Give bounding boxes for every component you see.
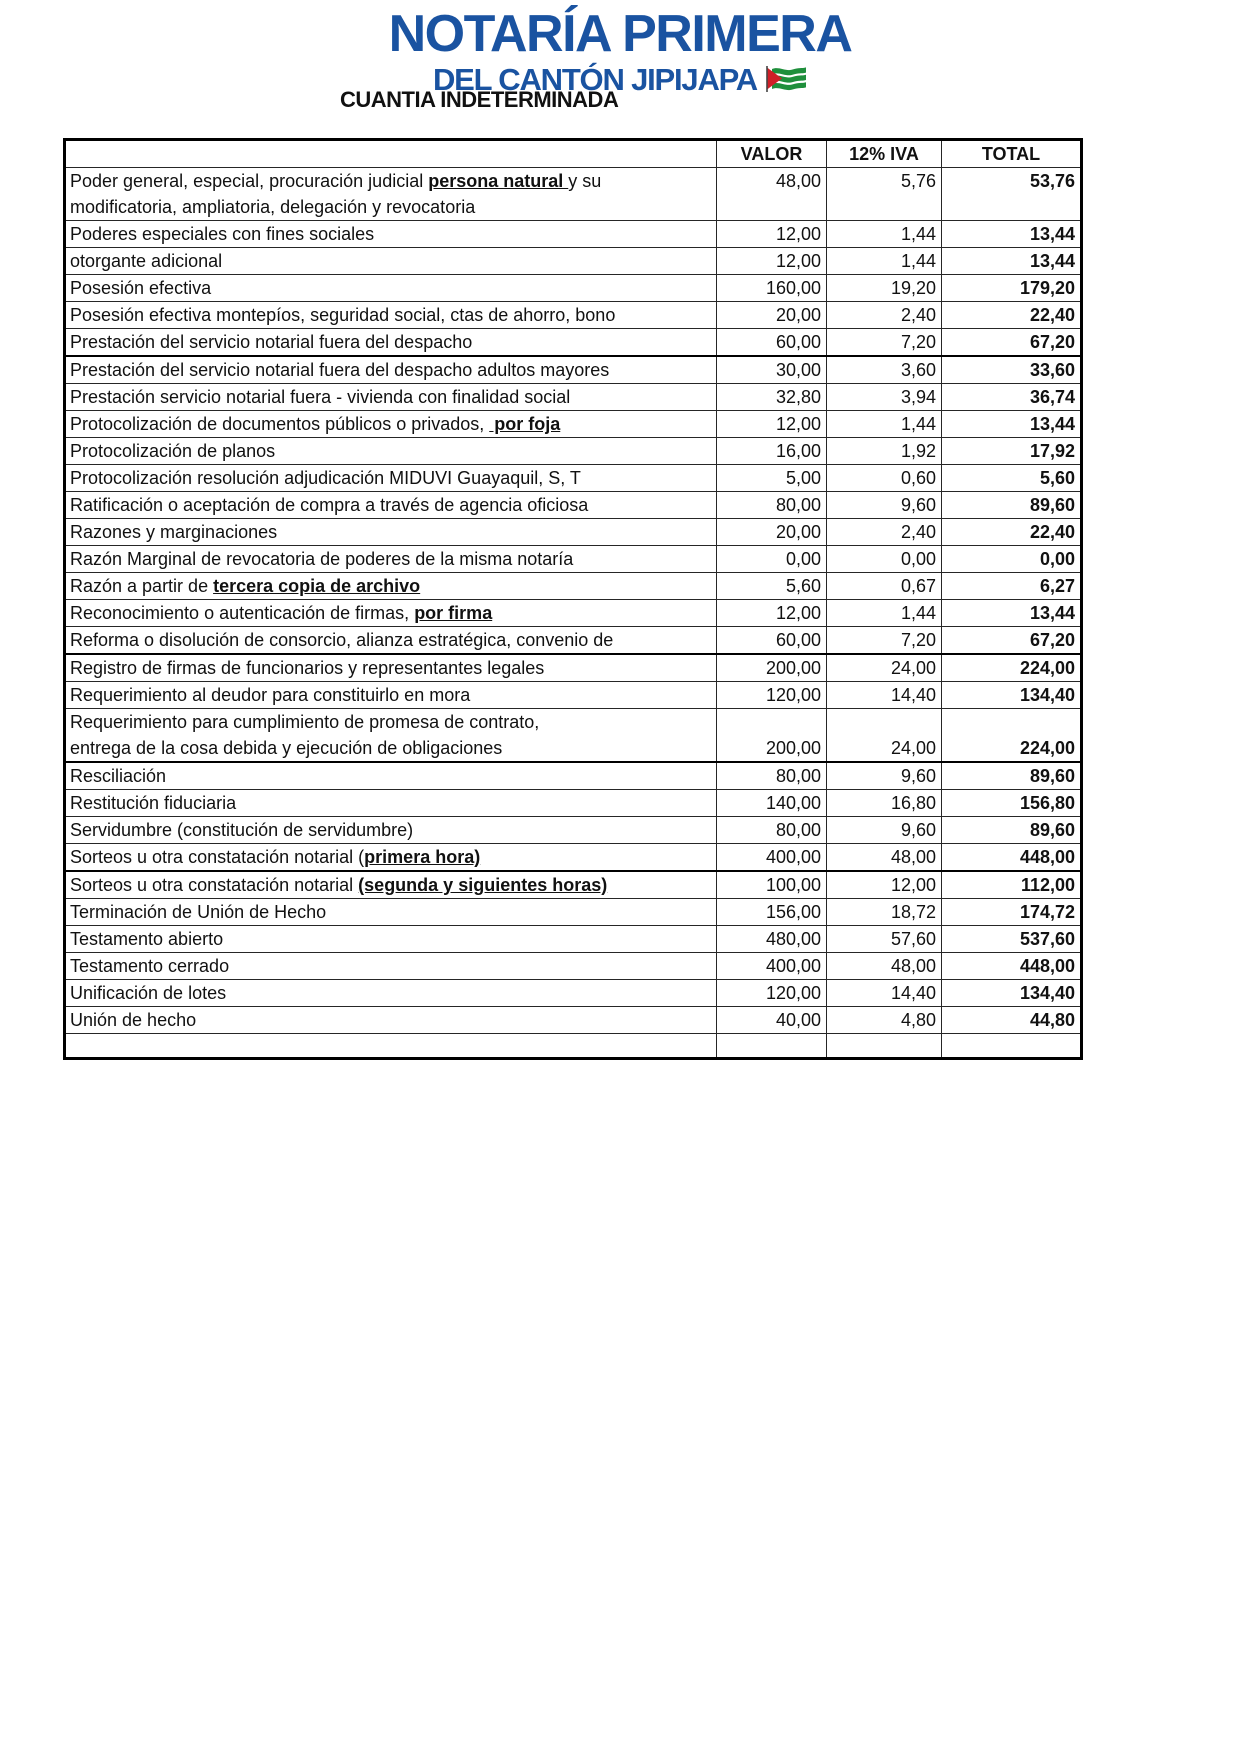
fee-row [65, 682, 1082, 709]
fee-description [65, 1034, 717, 1059]
fee-description: Prestación servicio notarial fuera - vivienda con finalidad social [65, 384, 717, 411]
letterhead [10, 6, 1230, 98]
fee-valor: 480,00 [717, 926, 827, 953]
fee-iva: 1,92 [827, 438, 942, 465]
fee-row [65, 546, 1082, 573]
fee-row [65, 438, 1082, 465]
fee-total: 179,20 [942, 275, 1082, 302]
fee-iva: 14,40 [827, 682, 942, 709]
fee-total: 13,44 [942, 221, 1082, 248]
fee-description: Reforma o disolución de consorcio, alianza estratégica, convenio de [65, 627, 717, 655]
fee-valor: 40,00 [717, 1007, 827, 1034]
fee-row [65, 844, 1082, 872]
fee-total: 134,40 [942, 980, 1082, 1007]
jipijapa-flag-icon [765, 66, 807, 94]
canton-title: DEL CANTÓN JIPIJAPA [433, 62, 757, 97]
fee-description: Restitución fiduciaria [65, 790, 717, 817]
fee-valor: 160,00 [717, 275, 827, 302]
fee-total: 134,40 [942, 682, 1082, 709]
fee-valor: 12,00 [717, 600, 827, 627]
fee-row [65, 384, 1082, 411]
fee-row [65, 600, 1082, 627]
fee-description: Razón Marginal de revocatoria de poderes de la misma notaría [65, 546, 717, 573]
fee-valor: 12,00 [717, 411, 827, 438]
fee-valor: 16,00 [717, 438, 827, 465]
fee-total: 22,40 [942, 519, 1082, 546]
header-cell-valor: VALOR [717, 140, 827, 168]
fee-description: Razón a partir de tercera copia de archivo [65, 573, 717, 600]
fee-total: 174,72 [942, 899, 1082, 926]
fee-iva: 5,76 [827, 168, 942, 221]
fee-description: Testamento abierto [65, 926, 717, 953]
fee-valor: 0,00 [717, 546, 827, 573]
fee-total: 6,27 [942, 573, 1082, 600]
fee-description: Protocolización de planos [65, 438, 717, 465]
fee-row [65, 817, 1082, 844]
fee-total: 224,00 [942, 709, 1082, 763]
fee-iva: 3,94 [827, 384, 942, 411]
fee-total: 537,60 [942, 926, 1082, 953]
fee-total: 224,00 [942, 654, 1082, 682]
fee-description: Servidumbre (constitución de servidumbre) [65, 817, 717, 844]
fee-total: 22,40 [942, 302, 1082, 329]
fee-row [65, 275, 1082, 302]
fee-row [65, 1007, 1082, 1034]
fee-iva: 1,44 [827, 221, 942, 248]
fee-description: Testamento cerrado [65, 953, 717, 980]
fee-description: Prestación del servicio notarial fuera del despacho [65, 329, 717, 357]
fee-total: 0,00 [942, 546, 1082, 573]
fee-total [942, 1034, 1082, 1059]
fee-iva: 1,44 [827, 411, 942, 438]
fee-iva: 1,44 [827, 600, 942, 627]
fee-description: Reconocimiento o autenticación de firmas, por firma [65, 600, 717, 627]
canton-title-row [10, 62, 1230, 98]
fee-description: Registro de firmas de funcionarios y representantes legales [65, 654, 717, 682]
fee-total: 89,60 [942, 492, 1082, 519]
fee-valor: 12,00 [717, 248, 827, 275]
fee-iva: 16,80 [827, 790, 942, 817]
fee-valor: 400,00 [717, 953, 827, 980]
fee-description: Poderes especiales con fines sociales [65, 221, 717, 248]
fee-valor: 60,00 [717, 627, 827, 655]
fee-total: 89,60 [942, 817, 1082, 844]
fee-description: Sorteos u otra constatación notarial (segunda y siguientes horas) [65, 871, 717, 899]
fee-table [63, 138, 1083, 1060]
fee-valor: 200,00 [717, 654, 827, 682]
fee-total: 67,20 [942, 627, 1082, 655]
fee-iva: 18,72 [827, 899, 942, 926]
fee-iva: 19,20 [827, 275, 942, 302]
fee-iva: 9,60 [827, 762, 942, 790]
fee-row [65, 926, 1082, 953]
fee-row [65, 221, 1082, 248]
fee-iva: 48,00 [827, 844, 942, 872]
fee-iva: 9,60 [827, 492, 942, 519]
fee-iva: 24,00 [827, 654, 942, 682]
fee-total: 13,44 [942, 600, 1082, 627]
fee-row [65, 302, 1082, 329]
fee-description: Posesión efectiva montepíos, seguridad social, ctas de ahorro, bono [65, 302, 717, 329]
fee-total: 13,44 [942, 411, 1082, 438]
fee-valor: 120,00 [717, 980, 827, 1007]
fee-total: 89,60 [942, 762, 1082, 790]
fee-iva: 4,80 [827, 1007, 942, 1034]
fee-row [65, 627, 1082, 655]
fee-iva: 14,40 [827, 980, 942, 1007]
fee-iva: 9,60 [827, 817, 942, 844]
fee-valor: 140,00 [717, 790, 827, 817]
fee-description: Protocolización de documentos públicos o privados, por foja [65, 411, 717, 438]
fee-row [65, 168, 1082, 221]
fee-iva [827, 1034, 942, 1059]
fee-valor: 12,00 [717, 221, 827, 248]
fee-iva: 24,00 [827, 709, 942, 763]
fee-row [65, 329, 1082, 357]
fee-iva: 57,60 [827, 926, 942, 953]
fee-total: 448,00 [942, 844, 1082, 872]
fee-valor: 120,00 [717, 682, 827, 709]
fee-row [65, 790, 1082, 817]
fee-row [65, 762, 1082, 790]
fee-total: 53,76 [942, 168, 1082, 221]
fee-iva: 12,00 [827, 871, 942, 899]
fee-row [65, 356, 1082, 384]
fee-total: 36,74 [942, 384, 1082, 411]
fee-total: 44,80 [942, 1007, 1082, 1034]
fee-valor [717, 1034, 827, 1059]
fee-description: Requerimiento para cumplimiento de promesa de contrato, entrega de la cosa debida y ejecución de obligaciones [65, 709, 717, 763]
fee-row [65, 654, 1082, 682]
fee-total: 13,44 [942, 248, 1082, 275]
fee-total: 448,00 [942, 953, 1082, 980]
fee-table-header-row [65, 140, 1082, 168]
fee-total: 67,20 [942, 329, 1082, 357]
fee-valor: 32,80 [717, 384, 827, 411]
fee-description: Prestación del servicio notarial fuera del despacho adultos mayores [65, 356, 717, 384]
fee-row [65, 899, 1082, 926]
fee-row [65, 411, 1082, 438]
notaria-title: NOTARÍA PRIMERA [388, 5, 852, 63]
fee-iva: 7,20 [827, 627, 942, 655]
fee-valor: 400,00 [717, 844, 827, 872]
fee-row [65, 871, 1082, 899]
fee-description: otorgante adicional [65, 248, 717, 275]
fee-iva: 2,40 [827, 302, 942, 329]
fee-description: Resciliación [65, 762, 717, 790]
fee-iva: 7,20 [827, 329, 942, 357]
fee-total: 33,60 [942, 356, 1082, 384]
fee-description: Unificación de lotes [65, 980, 717, 1007]
header-cell-blank [65, 140, 717, 168]
fee-table-body [65, 168, 1082, 1059]
fee-row [65, 953, 1082, 980]
header-cell-iva: 12% IVA [827, 140, 942, 168]
fee-total: 156,80 [942, 790, 1082, 817]
fee-valor: 156,00 [717, 899, 827, 926]
fee-valor: 20,00 [717, 519, 827, 546]
fee-valor: 80,00 [717, 492, 827, 519]
fee-description: Razones y marginaciones [65, 519, 717, 546]
fee-valor: 60,00 [717, 329, 827, 357]
fee-row [65, 980, 1082, 1007]
fee-valor: 80,00 [717, 817, 827, 844]
fee-iva: 1,44 [827, 248, 942, 275]
header-cell-total: TOTAL [942, 140, 1082, 168]
empty-row [65, 1034, 1082, 1059]
fee-iva: 3,60 [827, 356, 942, 384]
fee-row [65, 519, 1082, 546]
fee-iva: 2,40 [827, 519, 942, 546]
fee-iva: 0,67 [827, 573, 942, 600]
fee-valor: 48,00 [717, 168, 827, 221]
fee-total: 5,60 [942, 465, 1082, 492]
fee-valor: 5,60 [717, 573, 827, 600]
page-subtitle: CUANTIA INDETERMINADA [340, 87, 619, 112]
fee-row [65, 492, 1082, 519]
fee-description: Posesión efectiva [65, 275, 717, 302]
fee-description: Protocolización resolución adjudicación MIDUVI Guayaquil, S, T [65, 465, 717, 492]
fee-valor: 30,00 [717, 356, 827, 384]
fee-description: Unión de hecho [65, 1007, 717, 1034]
fee-description: Poder general, especial, procuración judicial persona natural y su modificatoria, ampliatoria, delegación y revocatoria [65, 168, 717, 221]
fee-row [65, 573, 1082, 600]
fee-total: 17,92 [942, 438, 1082, 465]
fee-description: Requerimiento al deudor para constituirlo en mora [65, 682, 717, 709]
fee-row [65, 709, 1082, 763]
fee-row [65, 465, 1082, 492]
fee-valor: 20,00 [717, 302, 827, 329]
fee-iva: 0,60 [827, 465, 942, 492]
fee-description: Ratificación o aceptación de compra a través de agencia oficiosa [65, 492, 717, 519]
fee-total: 112,00 [942, 871, 1082, 899]
fee-valor: 100,00 [717, 871, 827, 899]
fee-valor: 5,00 [717, 465, 827, 492]
fee-description: Terminación de Unión de Hecho [65, 899, 717, 926]
fee-valor: 80,00 [717, 762, 827, 790]
fee-iva: 0,00 [827, 546, 942, 573]
fee-valor: 200,00 [717, 709, 827, 763]
fee-description: Sorteos u otra constatación notarial (primera hora) [65, 844, 717, 872]
fee-iva: 48,00 [827, 953, 942, 980]
fee-row [65, 248, 1082, 275]
